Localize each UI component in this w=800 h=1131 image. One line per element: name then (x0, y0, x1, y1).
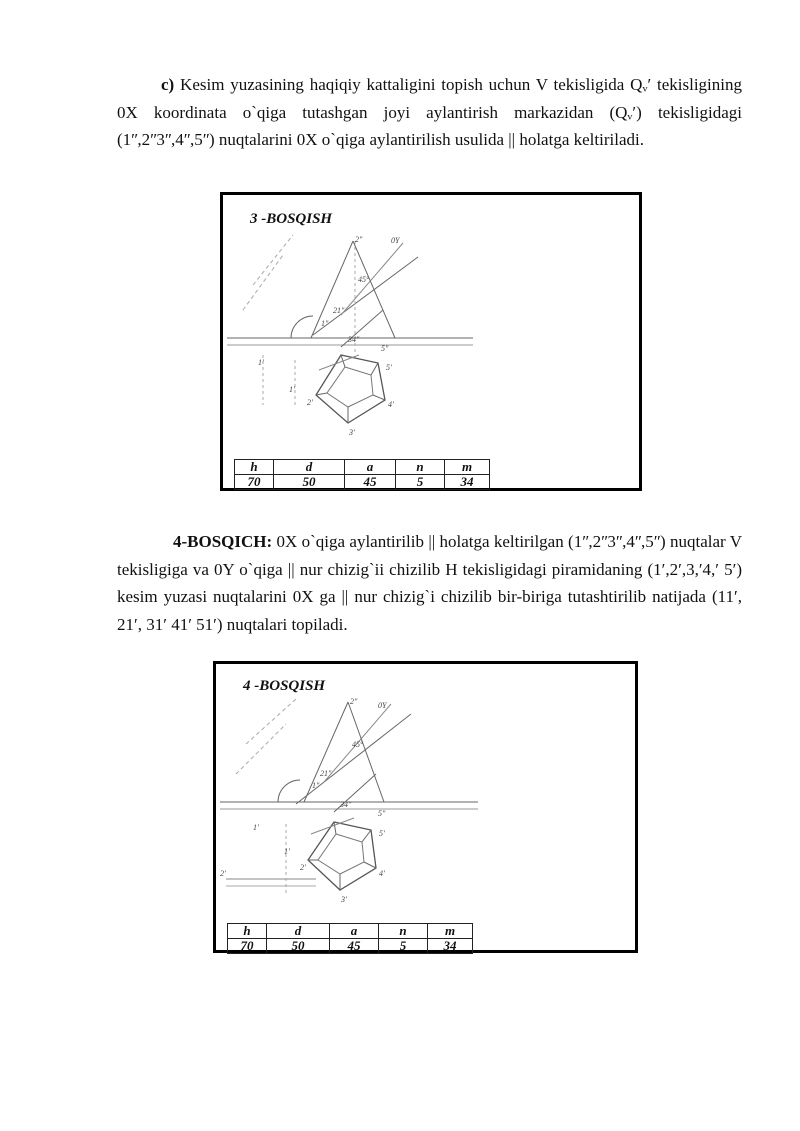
svg-text:2ʹ: 2ʹ (220, 869, 226, 878)
step-c-text: Kesim yuzasining haqiqiy kattaligini topish uchun V tekisligida Qᵥʹ tekisligining 0X koordinata o`qiga tutashgan joyi aylantirish markazidan (Qᵥʹ) tekisligidagi (1ʺ,2ʺ3ʺ,4ʺ,5ʺ) nuqtalarini 0X o`qiga aylantirilish usulida || holatga keltiriladi. (117, 75, 742, 149)
svg-text:0Y: 0Y (391, 236, 400, 245)
header-h: h (235, 460, 274, 475)
step-c-label: c) (161, 75, 175, 94)
header-h: h (228, 924, 267, 939)
header-a: a (330, 924, 379, 939)
svg-text:21ʺ: 21ʺ (333, 306, 345, 315)
header-m: m (445, 460, 490, 475)
value-a: 45 (330, 939, 379, 954)
svg-text:3ʹ: 3ʹ (349, 428, 355, 437)
header-m: m (428, 924, 473, 939)
paragraph-step-c (117, 71, 742, 154)
svg-text:1ʹ: 1ʹ (284, 847, 290, 856)
svg-text:2ʹ: 2ʹ (300, 863, 306, 872)
figure-title: 3 -BOSQISH (250, 211, 333, 227)
step-4-label: 4-BOSQICH: (173, 532, 273, 551)
svg-text:34ʺ: 34ʺ (348, 335, 360, 344)
value-h: 70 (228, 939, 267, 954)
value-n: 5 (379, 939, 428, 954)
projection-drawing (223, 195, 639, 488)
svg-text:0Y: 0Y (378, 701, 387, 710)
header-n: n (379, 924, 428, 939)
figure-title: 4 -BOSQISH (243, 678, 326, 694)
svg-text:1ʹ: 1ʹ (253, 823, 259, 832)
parameter-table (234, 459, 490, 490)
value-m: 34 (428, 939, 473, 954)
value-d: 50 (274, 475, 345, 490)
svg-text:1ʹ: 1ʹ (258, 358, 264, 367)
svg-text:45°: 45° (358, 275, 370, 284)
svg-text:5ʺ: 5ʺ (381, 344, 389, 353)
svg-text:4ʹ: 4ʹ (388, 400, 394, 409)
svg-text:1ʺ: 1ʺ (321, 319, 329, 328)
header-d: d (267, 924, 330, 939)
header-a: a (345, 460, 396, 475)
step-4-text: 0X o`qiga aylantirilib || holatga keltirilgan (1ʺ,2ʺ3ʺ,4ʺ,5ʺ) nuqtalar V tekisligiga va 0Y o`qiga || nur chizig`ii chizilib H tekisligidagi piramidaning (1ʹ,2ʹ,3,ʹ4,ʹ 5ʹ) kesim yuzasi nuqtalarini 0X ga || nur chizig`i chizilib bir-biriga tutashtirilib natijada (11ʹ, 21ʹ, 31ʹ 41ʹ 51ʹ) nuqtalari topiladi. (117, 532, 742, 634)
svg-text:2ʺ: 2ʺ (355, 235, 363, 244)
svg-text:5ʺ: 5ʺ (378, 809, 386, 818)
value-h: 70 (235, 475, 274, 490)
svg-text:2ʺ: 2ʺ (350, 697, 358, 706)
header-n: n (396, 460, 445, 475)
svg-text:5ʹ: 5ʹ (386, 363, 392, 372)
figure-step-4 (213, 661, 638, 953)
svg-text:3ʹ: 3ʹ (341, 895, 347, 904)
svg-text:5ʹ: 5ʹ (379, 829, 385, 838)
figure-step-3 (220, 192, 642, 491)
svg-text:34ʺ: 34ʺ (340, 800, 352, 809)
svg-text:21ʺ: 21ʺ (320, 769, 332, 778)
svg-text:2ʹ: 2ʹ (307, 398, 313, 407)
svg-text:45°: 45° (352, 740, 364, 749)
projection-drawing (216, 664, 635, 950)
value-n: 5 (396, 475, 445, 490)
paragraph-step-4 (117, 528, 742, 638)
parameter-table (227, 923, 473, 954)
svg-text:1ʺ: 1ʺ (312, 781, 320, 790)
value-m: 34 (445, 475, 490, 490)
svg-text:1ʹ: 1ʹ (289, 385, 295, 394)
header-d: d (274, 460, 345, 475)
value-d: 50 (267, 939, 330, 954)
value-a: 45 (345, 475, 396, 490)
svg-text:4ʹ: 4ʹ (379, 869, 385, 878)
